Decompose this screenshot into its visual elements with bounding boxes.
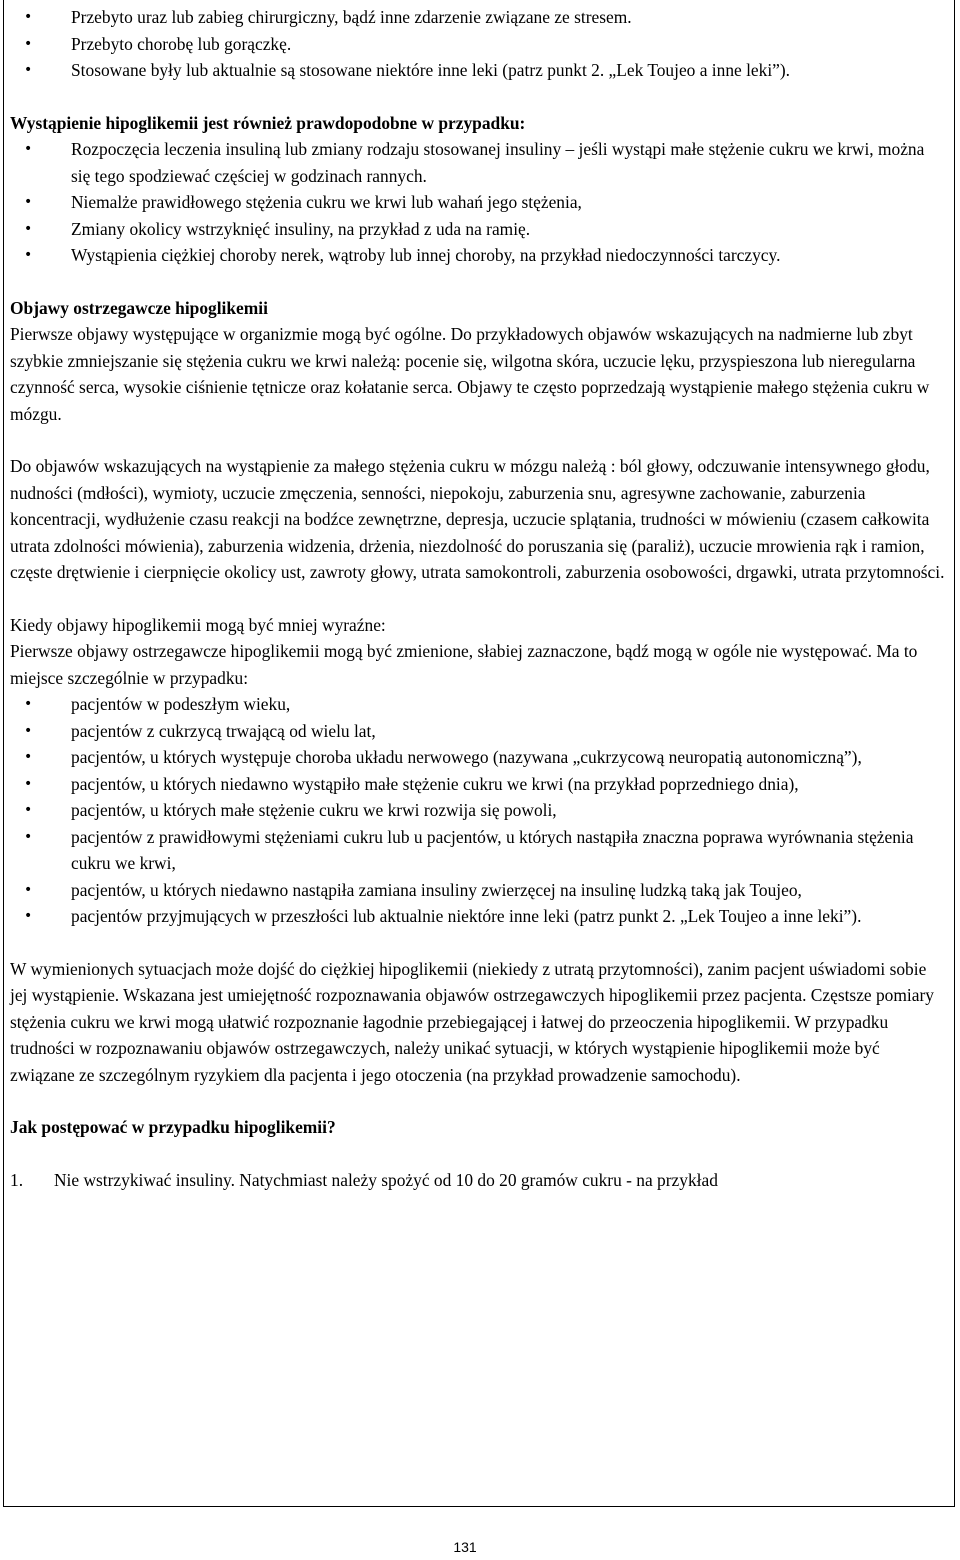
- list-item: • pacjentów, u których małe stężenie cukru we krwi rozwija się powoli,: [10, 797, 945, 824]
- list-item: • Przebyto uraz lub zabieg chirurgiczny, bądź inne zdarzenie związane ze stresem.: [10, 4, 945, 31]
- list-item: • pacjentów, u których występuje choroba układu nerwowego (nazywana „cukrzycową neuropatią autonomiczną”),: [10, 744, 945, 771]
- page-number: 131: [453, 1539, 477, 1555]
- brain-symptoms-paragraph: Do objawów wskazujących na wystąpienie za małego stężenia cukru w mózgu należą : ból głowy, odczuwanie intensywnego głodu, nudności (mdłości), wymioty, uczucie zmęczenia, senności, niepokoju, zaburzenia snu, agresywne zachowanie, zaburzenia koncentracji, wydłużenie czasu reakcji na bodźce zewnętrzne, depresja, uczucie splątania, trudności w mówieniu (czasem całkowita utrata zdolności mówienia), zaburzenia widzenia, drżenia, niezdolność do poruszania się (paraliż), uczucie mrowienia rąk i ramion, częste drętwienie i cierpnięcie okolicy ust, zawroty głowy, utrata samokontroli, zaburzenia osobowości, drgawki, utrata przytomności.: [10, 456, 945, 582]
- action-steps: [10, 1167, 945, 1194]
- step-number: 1.: [10, 1169, 24, 1190]
- list-item: • pacjentów z cukrzycą trwającą od wielu lat,: [10, 718, 945, 745]
- step-text: Nie wstrzykiwać insuliny. Natychmiast należy spożyć od 10 do 20 gramów cukru - na przykład: [54, 1169, 718, 1190]
- list-item: • pacjentów z prawidłowymi stężeniami cukru lub u pacjentów, u których nastąpiła znaczna poprawa wyrównania stężenia cukru we krwi,: [10, 824, 945, 877]
- less-clear-paragraph: Pierwsze objawy ostrzegawcze hipoglikemii mogą być zmienione, słabiej zaznaczone, bądź mogą w ogóle nie występować. Ma to miejsce szczególnie w przypadku:: [10, 641, 918, 688]
- list-item: • pacjentów w podeszłym wieku,: [10, 691, 945, 718]
- step-item: [10, 1167, 945, 1194]
- action-heading: Jak postępować w przypadku hipoglikemii?: [10, 1117, 336, 1137]
- document-body: [10, 4, 945, 1193]
- list-item: • Przebyto chorobę lub gorączkę.: [10, 31, 945, 58]
- intro-list: [10, 4, 945, 84]
- list-item: • pacjentów, u których niedawno nastąpiła zamiana insuliny zwierzęcej na insulinę ludzką taką jak Toujeo,: [10, 877, 945, 904]
- less-clear-heading: Kiedy objawy hipoglikemii mogą być mniej wyraźne:: [10, 614, 386, 635]
- list-item: • Rozpoczęcia leczenia insuliną lub zmiany rodzaju stosowanej insuliny – jeśli wystąpi małe stężenie cukru we krwi, można się tego spodziewać częściej w godzinach rannych.: [10, 136, 945, 189]
- less-clear-list: [10, 691, 945, 930]
- situations-paragraph: W wymienionych sytuacjach może dojść do ciężkiej hipoglikemii (niekiedy z utratą przytomności), zanim pacjent uświadomi sobie jej wystąpienie. Wskazana jest umiejętność rozpoznawania objawów ostrzegawczych hipoglikemii przez pacjenta. Częstsze pomiary stężenia cukru we krwi mogą ułatwić rozpoznanie łagodnie przebiegającej i łatwej do przeoczenia hipoglikemii. W przypadku trudności w rozpoznawaniu objawów ostrzegawczych, należy unikać sytuacji, w których wystąpienie hipoglikemii może być związane ze szczególnym ryzykiem dla pacjenta i jego otoczenia (na przykład prowadzenie samochodu).: [10, 958, 934, 1085]
- warning-heading: Objawy ostrzegawcze hipoglikemii: [10, 297, 268, 318]
- list-item: • Zmiany okolicy wstrzyknięć insuliny, na przykład z uda na ramię.: [10, 216, 945, 243]
- warning-paragraph: Pierwsze objawy występujące w organizmie mogą być ogólne. Do przykładowych objawów wskazujących na nadmierne lub zbyt szybkie zmniejszanie się stężenia cukru we krwi należą: pocenie się, wilgotna skóra, uczucie lęku, przyspieszona lub nieregularna czynność serca, wysokie ciśnienie tętnicze oraz kołatanie serca. Objawy te często poprzedzają wystąpienie małego stężenia cukru w mózgu.: [10, 324, 930, 424]
- likely-heading: Wystąpienie hipoglikemii jest również prawdopodobne w przypadku:: [10, 112, 526, 133]
- list-item: • Wystąpienia ciężkiej choroby nerek, wątroby lub innej choroby, na przykład niedoczynności tarczycy.: [10, 242, 945, 269]
- list-item: • Stosowane były lub aktualnie są stosowane niektóre inne leki (patrz punkt 2. „Lek Toujeo a inne leki”).: [10, 57, 945, 84]
- list-item: • pacjentów, u których niedawno wystąpiło małe stężenie cukru we krwi (na przykład poprzedniego dnia),: [10, 771, 945, 798]
- list-item: • pacjentów przyjmujących w przeszłości lub aktualnie niektóre inne leki (patrz punkt 2. „Lek Toujeo a inne leki”).: [10, 903, 945, 930]
- likely-list: [10, 136, 945, 269]
- list-item: • Niemalże prawidłowego stężenia cukru we krwi lub wahań jego stężenia,: [10, 189, 945, 216]
